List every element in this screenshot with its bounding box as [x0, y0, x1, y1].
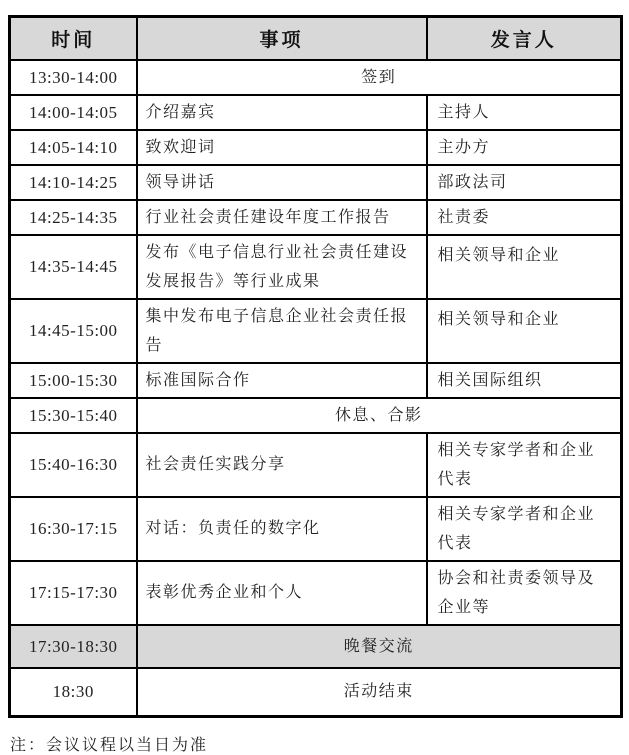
item-cell: 签到	[137, 60, 622, 95]
time-cell: 18:30	[10, 668, 137, 717]
header-cell-time: 时间	[10, 17, 137, 60]
table-row	[10, 668, 622, 717]
item-cell: 领导讲话	[137, 165, 427, 200]
item-cell: 休息、合影	[137, 398, 622, 433]
table-row	[10, 95, 622, 130]
table-row-dinner	[10, 625, 622, 668]
table-row	[10, 561, 622, 625]
time-cell: 16:30-17:15	[10, 497, 137, 561]
item-cell: 标准国际合作	[137, 363, 427, 398]
time-cell: 14:05-14:10	[10, 130, 137, 165]
item-cell: 行业社会责任建设年度工作报告	[137, 200, 427, 235]
agenda-table	[8, 15, 623, 718]
table-row	[10, 200, 622, 235]
table-row	[10, 363, 622, 398]
speaker-cell: 相关专家学者和企业代表	[427, 497, 622, 561]
header-cell-speaker: 发言人	[427, 17, 622, 60]
item-cell: 介绍嘉宾	[137, 95, 427, 130]
time-cell: 14:35-14:45	[10, 235, 137, 299]
item-cell: 致欢迎词	[137, 130, 427, 165]
time-cell: 15:30-15:40	[10, 398, 137, 433]
item-cell: 晚餐交流	[137, 625, 622, 668]
speaker-cell: 主持人	[427, 95, 622, 130]
time-cell: 14:25-14:35	[10, 200, 137, 235]
time-cell: 14:45-15:00	[10, 299, 137, 363]
time-cell: 14:10-14:25	[10, 165, 137, 200]
table-row	[10, 299, 622, 363]
table-row	[10, 235, 622, 299]
table-row	[10, 165, 622, 200]
item-cell: 集中发布电子信息企业社会责任报告	[137, 299, 427, 363]
speaker-cell: 相关领导和企业	[427, 235, 622, 299]
item-cell: 对话：负责任的数字化	[137, 497, 427, 561]
speaker-cell: 相关领导和企业	[427, 299, 622, 363]
speaker-cell: 相关专家学者和企业代表	[427, 433, 622, 497]
speaker-cell: 协会和社责委领导及企业等	[427, 561, 622, 625]
speaker-cell: 主办方	[427, 130, 622, 165]
speaker-cell: 社责委	[427, 200, 622, 235]
table-row	[10, 60, 622, 95]
table-row	[10, 398, 622, 433]
item-cell: 社会责任实践分享	[137, 433, 427, 497]
item-cell: 发布《电子信息行业社会责任建设发展报告》等行业成果	[137, 235, 427, 299]
table-row	[10, 497, 622, 561]
item-cell: 表彰优秀企业和个人	[137, 561, 427, 625]
time-cell: 13:30-14:00	[10, 60, 137, 95]
header-row	[10, 17, 622, 60]
speaker-cell: 部政法司	[427, 165, 622, 200]
footnote: 注：会议议程以当日为准	[10, 737, 209, 754]
time-cell: 15:00-15:30	[10, 363, 137, 398]
agenda-page	[0, 15, 629, 754]
speaker-cell: 相关国际组织	[427, 363, 622, 398]
time-cell: 14:00-14:05	[10, 95, 137, 130]
time-cell: 15:40-16:30	[10, 433, 137, 497]
item-cell: 活动结束	[137, 668, 622, 717]
table-row	[10, 433, 622, 497]
time-cell: 17:30-18:30	[10, 625, 137, 668]
table-row	[10, 130, 622, 165]
header-cell-item: 事项	[137, 17, 427, 60]
time-cell: 17:15-17:30	[10, 561, 137, 625]
